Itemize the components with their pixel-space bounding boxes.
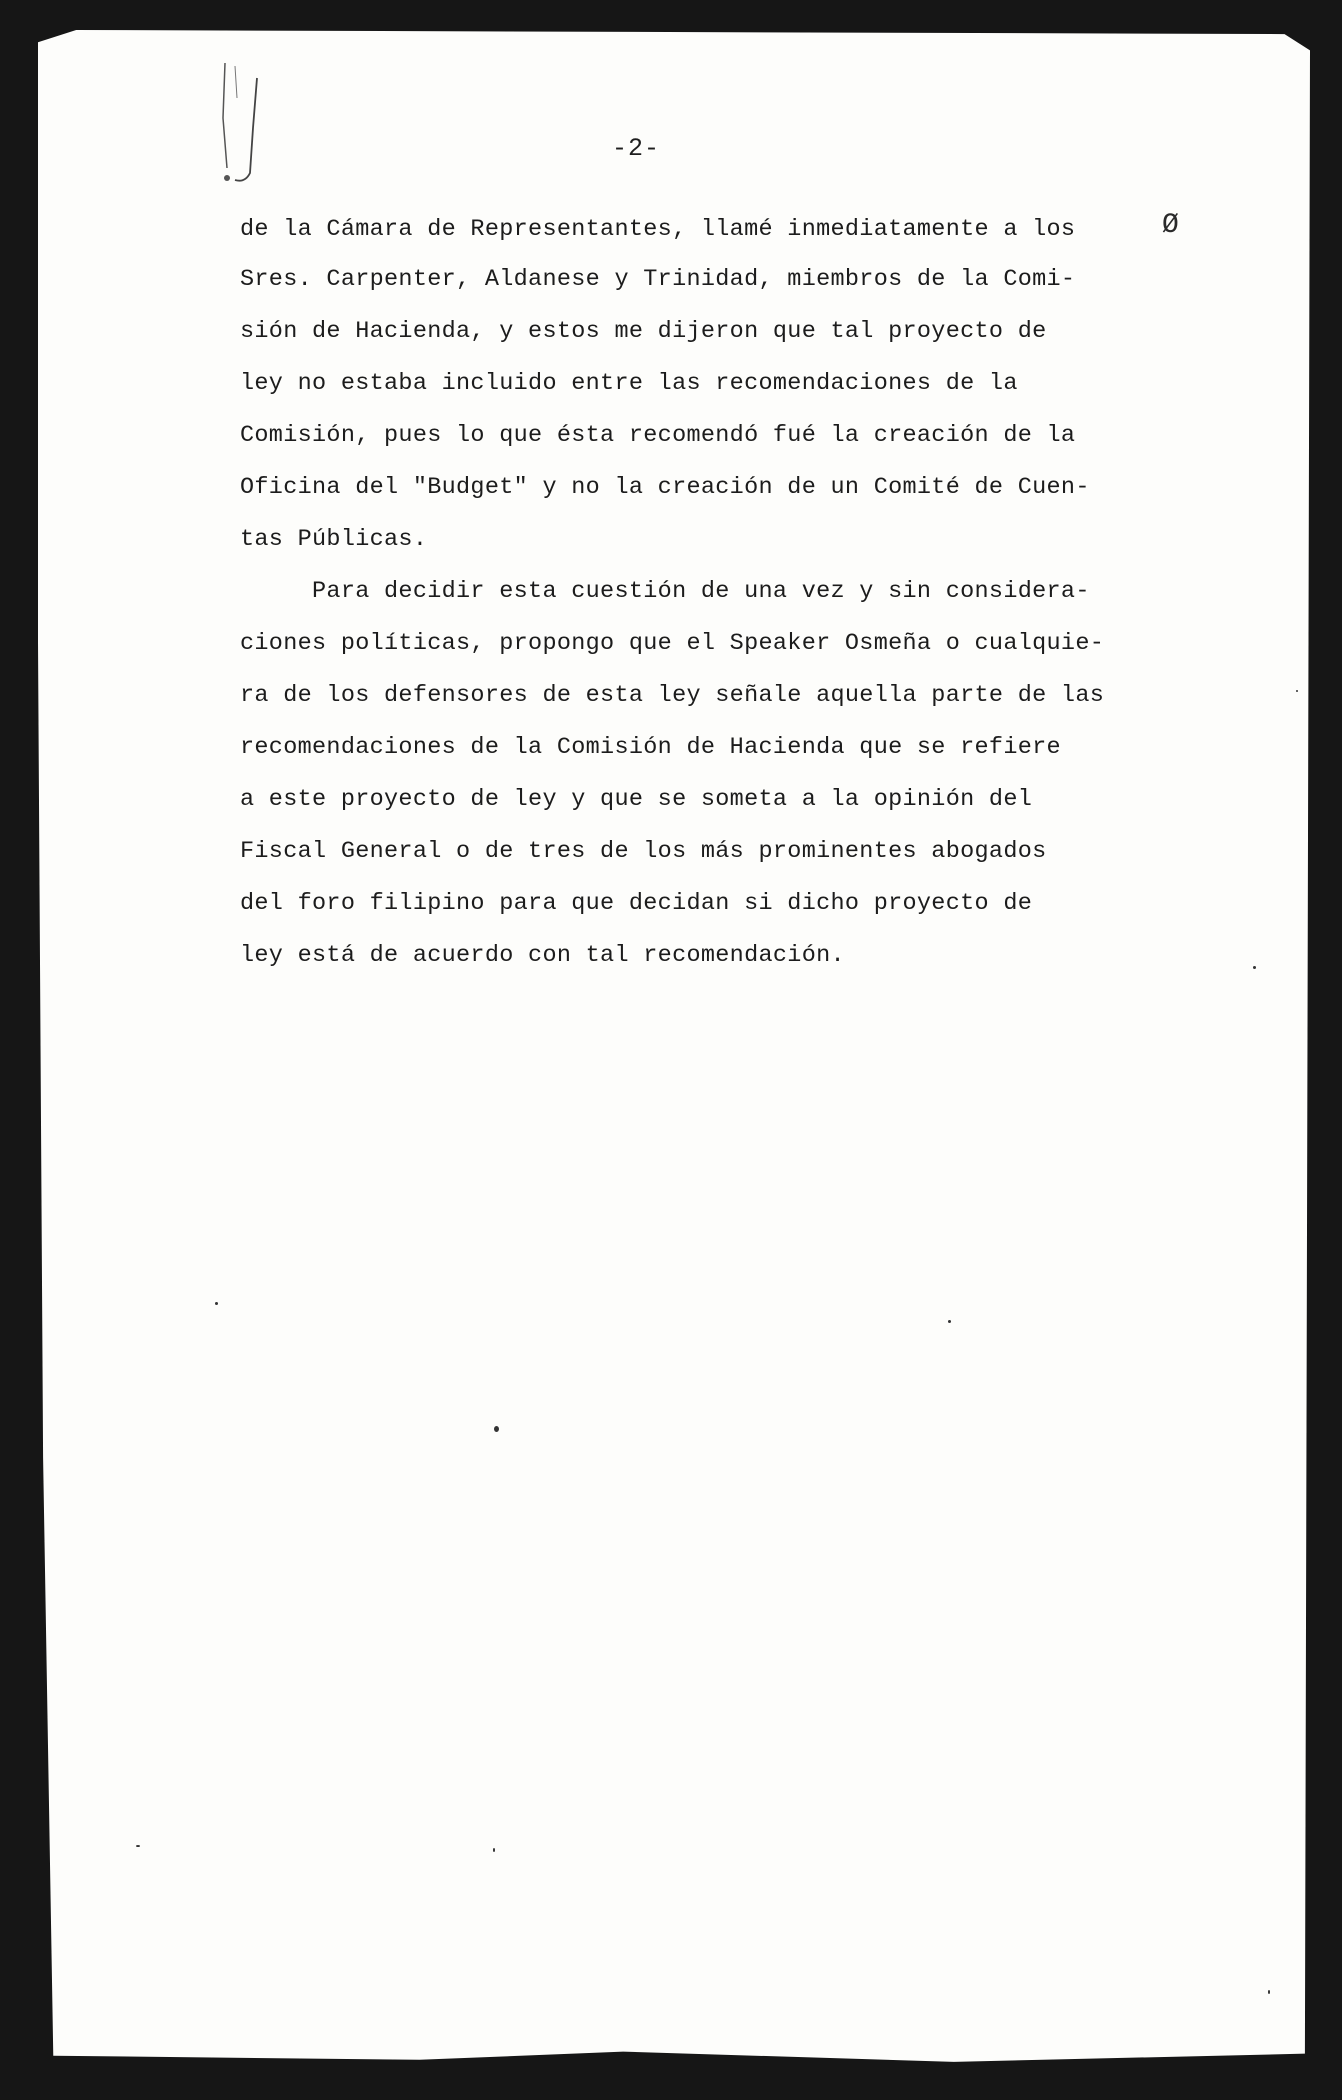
text-line: tas Públicas. bbox=[240, 526, 428, 553]
text-line: Sres. Carpenter, Aldanese y Trinidad, miembros de la Comi- bbox=[240, 266, 1076, 293]
text-line: ley está de acuerdo con tal recomendación. bbox=[240, 942, 845, 969]
text-line: del foro filipino para que decidan si dicho proyecto de bbox=[240, 890, 1033, 917]
scan-speck bbox=[494, 1426, 499, 1432]
text-line: Comisión, pues lo que ésta recomendó fué la creación de la bbox=[240, 422, 1076, 449]
text-line: a este proyecto de ley y que se someta a la opinión del bbox=[240, 786, 1033, 813]
scan-speck bbox=[136, 1845, 140, 1847]
scan-speck bbox=[1268, 1990, 1270, 1994]
text-line: recomendaciones de la Comisión de Hacienda que se refiere bbox=[240, 734, 1061, 761]
text-line: Fiscal General o de tres de los más prominentes abogados bbox=[240, 838, 1047, 865]
scan-speck bbox=[215, 1302, 218, 1305]
text-line: ra de los defensores de esta ley señale aquella parte de las bbox=[240, 682, 1105, 709]
text-line: Para decidir esta cuestión de una vez y sin considera- bbox=[240, 578, 1090, 605]
text-line: Oficina del "Budget" y no la creación de un Comité de Cuen- bbox=[240, 474, 1090, 501]
line-end-mark: Ø bbox=[1162, 210, 1179, 241]
margin-scribble-mark bbox=[205, 58, 265, 188]
scan-speck bbox=[1296, 690, 1298, 692]
text-line: sión de Hacienda, y estos me dijeron que tal proyecto de bbox=[240, 318, 1047, 345]
scan-speck bbox=[948, 1320, 951, 1323]
text-line: ciones políticas, propongo que el Speaker Osmeña o cualquie- bbox=[240, 630, 1105, 657]
text-line: ley no estaba incluido entre las recomendaciones de la bbox=[240, 370, 1018, 397]
text-line: de la Cámara de Representantes, llamé inmediatamente a los bbox=[240, 216, 1076, 243]
scan-speck bbox=[1253, 966, 1256, 969]
page-number: -2- bbox=[612, 134, 661, 163]
scan-speck bbox=[493, 1848, 495, 1852]
